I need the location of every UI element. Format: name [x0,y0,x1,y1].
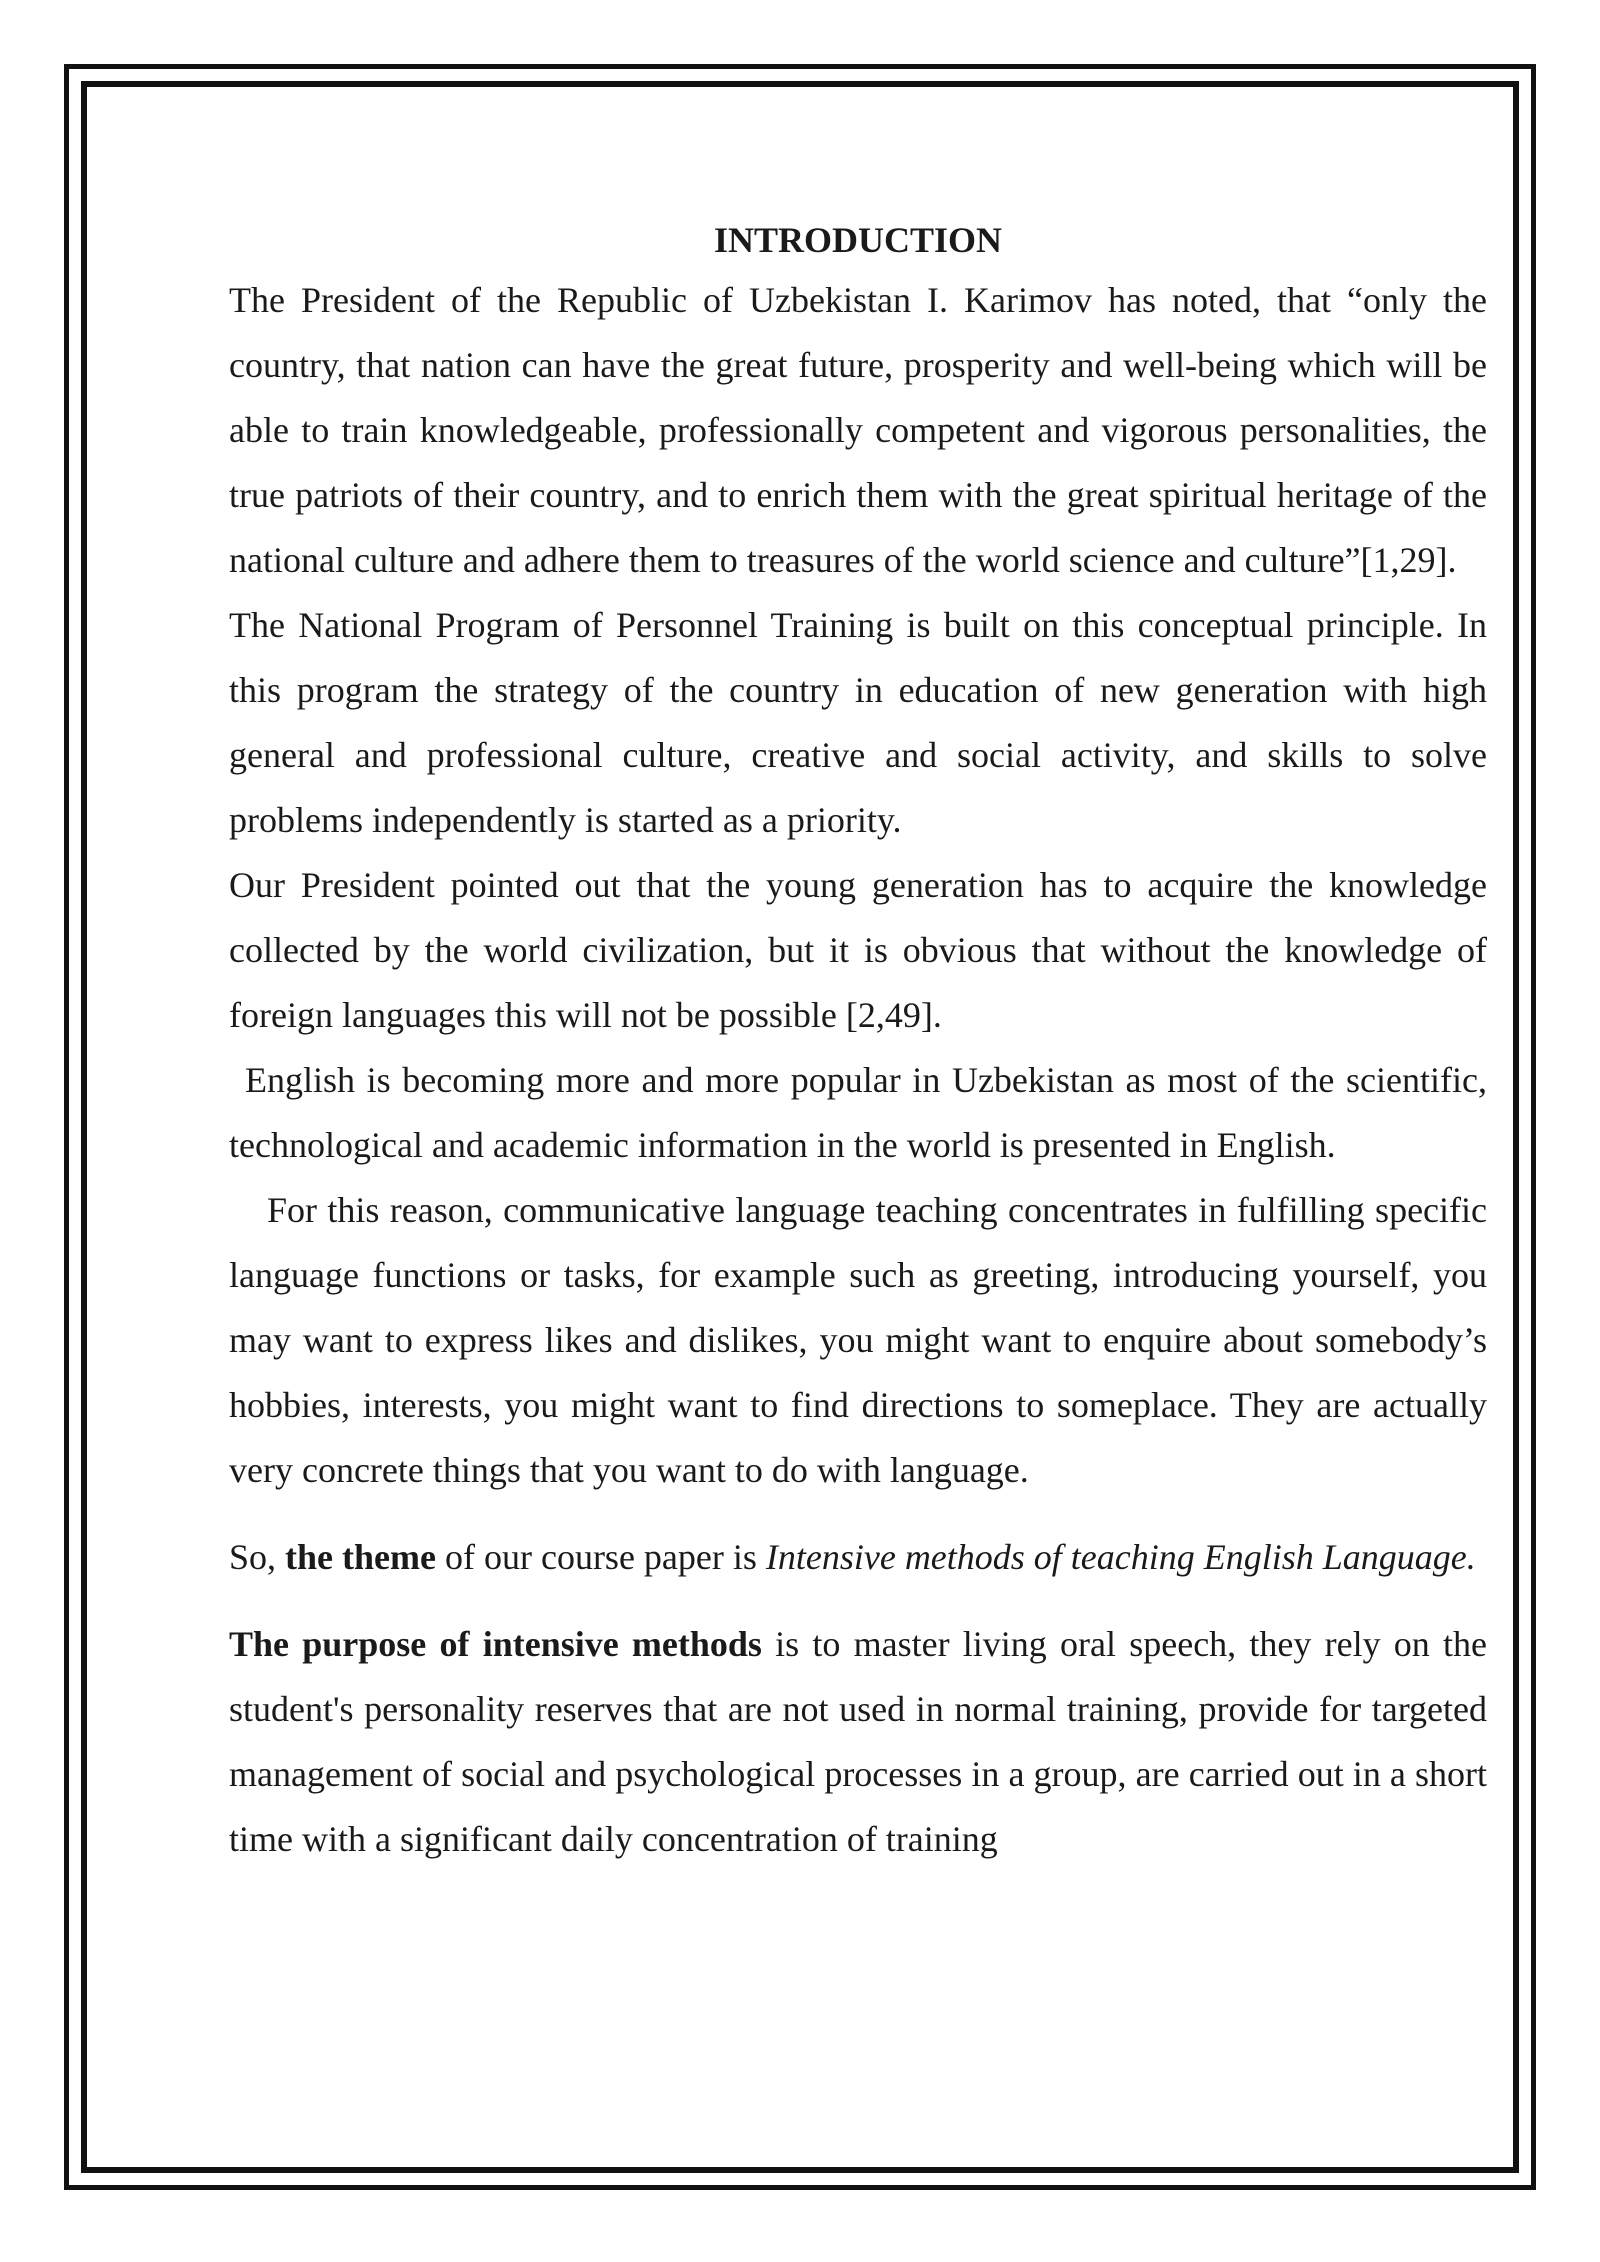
paragraph-president-quote: The President of the Republic of Uzbekistan I. Karimov has noted, that “only the country, that nation can have the great future, prosperity and well-being which will be able to train knowledgeable, professionally competent and vigorous personalities, the true patriots of their country, and to enrich them with the great spiritual heritage of the national culture and adhere them to treasures of the world science and culture”[1,29]. [229,280,1487,580]
paragraph-theme [229,1525,1487,1590]
theme-bold-text: the theme [285,1537,436,1577]
document-body [229,212,1487,1872]
paragraph-english-popularity: English is becoming more and more popular in Uzbekistan as most of the scientific, technological and academic information in the world is presented in English. [229,1060,1487,1165]
paragraph-communicative-teaching: For this reason, communicative language teaching concentrates in fulfilling specific language functions or tasks, for example such as greeting, introducing yourself, you may want to express likes and dislikes, you might want to enquire about somebody’s hobbies, interests, you might want to find directions to someplace. They are actually very concrete things that you want to do with language. [229,1190,1487,1490]
purpose-bold-text: The purpose of intensive methods [229,1624,762,1664]
paragraph-national-program: The National Program of Personnel Training is built on this conceptual principle. In this program the strategy of the country in education of new generation with high general and professional culture, creative and social activity, and skills to solve problems independently is started as a priority. [229,605,1487,840]
page-title: INTRODUCTION [713,220,1003,260]
paragraph-purpose [229,1612,1487,1872]
theme-middle-text: of our course paper is [435,1537,766,1577]
theme-italic-title: Intensive methods of teaching English Language. [765,1537,1476,1577]
purpose-rest-text: is to master living oral speech, they rely on the student's personality reserves that are not used in normal training, provide for targeted management of social and psychological processes in a group, are carried out in a short time with a significant daily concentration of training [229,1624,1487,1859]
paragraph-foreign-languages: Our President pointed out that the young generation has to acquire the knowledge collected by the world civilization, but it is obvious that without the knowledge of foreign languages this will not be possible [2,49]. [229,865,1487,1035]
theme-lead-text: So, [229,1537,286,1577]
